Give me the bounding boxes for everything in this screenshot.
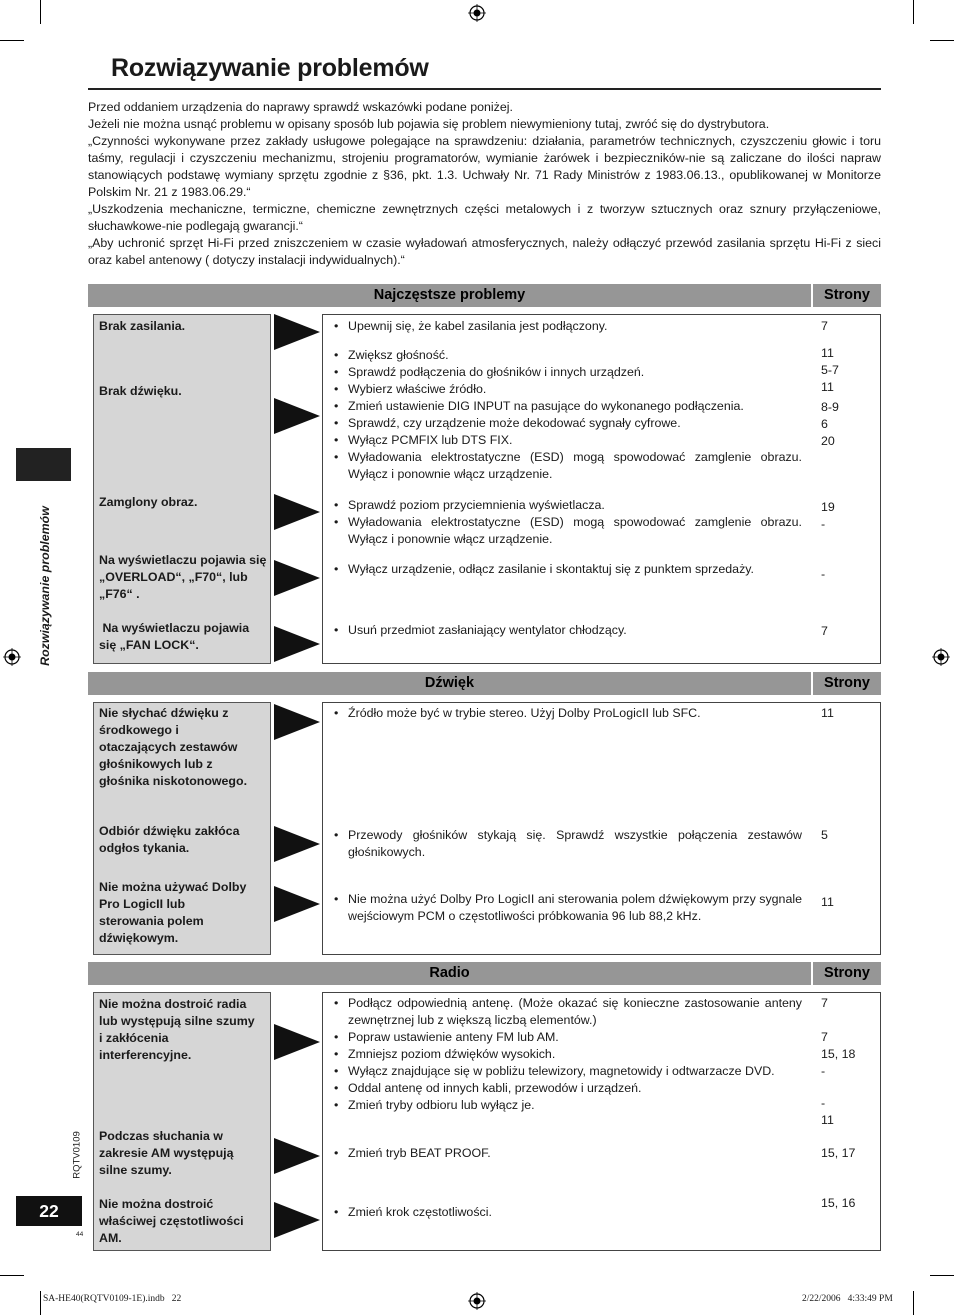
crop-mark [913,0,914,24]
arrow-right-icon [274,396,320,436]
crop-mark [0,40,24,41]
problem-label: Podczas słuchania w zakresie AM występują silne szumy. [99,1129,234,1177]
registration-mark-icon [932,648,950,666]
solution-item: • Oddal antenę od innych kabli, przewodów i urządzeń. [334,1080,802,1097]
problem-label: Nie słychać dźwięku z środkowego i otaczających zestawów głośnikowych lub z głośnika niskotonowego. [99,706,248,788]
page-ref: 15, 18 [821,1047,856,1061]
registration-mark-icon [468,4,486,22]
intro-paragraph: „Czynności wykonywane przez zakłady usługowe polegające na sprawdzeniu: działania, parametrów technicznych, czyszczeniu głowic i toru taśmy, regulacji i czyszczeniu mechanizmu, strojeniu programatorów, wymianie żarówek i bezpieczników-nie są zaliczane do ilości napraw stanowiących podstawę wymiany sprzętu zgodnie z §36, pkt. 1.3. Uchwały Nr. 71 Rady Ministrów z 1983.06.13., opublikowanej w Monitorze Polskim Nr. 21 z 1983.06.29.“ [88,134,881,199]
pages-header: Strony [824,675,870,691]
solution-list [334,497,802,548]
solution-item: • Popraw ustawienie anteny FM lub AM. [334,1029,802,1046]
intro-paragraph: Jeżeli nie można usnąć problemu w opisany sposób lub pojawia się problem niewymieniony tutaj, zwróć się do dystrybutora. [88,117,770,131]
solution-item: • Przewody głośników stykają się. Sprawdź wszystkie połączenia zestawów głośnikowych. [334,827,802,861]
solution-item: • Zmniejsz poziom dźwięków wysokich. [334,1046,802,1063]
pages-header: Strony [824,287,870,303]
solution-list [334,318,802,335]
crop-mark [0,1275,24,1276]
page-ref: 19 [821,500,835,514]
solution-list [334,705,802,722]
problem-label: Na wyświetlaczu pojawia się „OVERLOAD“, „F70“, lub „F76“ . [99,553,267,601]
solution-item: • Źródło może być w trybie stereo. Użyj Dolby ProLogicII lub SFC. [334,705,802,722]
page-ref: 20 [821,434,835,448]
section-title: Najczęstsze problemy [373,287,526,303]
solution-item: • Wyładowania elektrostatyczne (ESD) mogą spowodować zamglenie obrazu. Wyłącz i ponownie włącz urządzenie. [334,514,802,548]
crop-mark [930,40,954,41]
solution-list [334,827,802,861]
solution-item: • Wyłącz znajdujące się w pobliżu telewizory, magnetowidy i odtwarzacze DVD. [334,1063,802,1080]
small-page-number: 44 [76,1231,84,1238]
arrow-right-icon [274,558,320,598]
sidebar-section-label: Rozwiązywanie problemów [38,506,52,666]
arrow-right-icon [274,492,320,532]
solution-item: • Wybierz właściwe źródło. [334,381,802,398]
problem-label: Nie można dostroić radia lub występują silne szumy i zakłócenia interferencyjne. [99,997,255,1062]
registration-mark-icon [3,648,21,666]
solution-item: • Usuń przedmiot zasłaniający wentylator chłodzący. [334,622,802,639]
doc-code: RQTV0109 [71,1131,83,1179]
intro-paragraph: „Aby uchronić sprzęt Hi-Fi przed zniszczeniem w czasie wyładowań atmosferycznych, należy odłączyć przewód zasilania sprzętu Hi-Fi z sieci oraz kabel antenowy ( dotyczy instalacji indywidualnych).“ [88,236,881,267]
page-ref: 11 [821,346,834,360]
solution-item: • Podłącz odpowiednią antenę. (Może okazać się konieczne zastosowanie anteny zewnętrznej lub z większą liczbą elementów.) [334,995,802,1029]
page-ref: 7 [821,624,828,638]
problem-label: Odbiór dźwięku zakłóca odgłos tykania. [99,824,240,855]
problems-column [93,314,271,664]
solution-item: • Sprawdź poziom przyciemnienia wyświetlacza. [334,497,802,514]
footer-filename: SA-HE40(RQTV0109-1E).indb 22 [43,1294,182,1304]
intro-paragraph: „Uszkodzenia mechaniczne, termiczne, chemiczne zewnętrznych części metalowych i z tworzyw sztucznych oraz sznury przyłączeniowe, słuchawkowe-nie podlegają gwarancji.“ [88,202,881,233]
arrow-right-icon [274,702,320,742]
page-ref: 8-9 [821,400,839,414]
page-ref: 7 [821,996,828,1010]
section-title: Radio [429,965,470,981]
page-ref: 15, 17 [821,1146,856,1160]
pages-header: Strony [824,965,870,981]
solution-item: • Zmień ustawienie DIG INPUT na pasujące do wykonanego podłączenia. [334,398,802,415]
solution-item: • Nie można użyć Dolby Pro LogicII ani sterowania polem dźwiękowym przy sygnale wejściowym PCM o częstotliwości próbkowania 96 lub 88,2 kHz. [334,891,802,925]
page-ref: - [821,567,826,581]
registration-mark-icon [468,1292,486,1310]
problem-label: Brak zasilania. [99,319,186,333]
arrow-right-icon [274,1136,320,1176]
solution-item: • Sprawdź, czy urządzenie może dekodować sygnały cyfrowe. [334,415,802,432]
arrow-right-icon [274,1022,320,1062]
page-ref: 11 [821,380,834,394]
page-ref: 6 [821,417,828,431]
page-ref: 11 [821,706,834,720]
footer-timestamp: 2/22/2006 4:33:49 PM [802,1294,893,1304]
problem-label: Nie można dostroić właściwej częstotliwości AM. [99,1197,244,1245]
solution-item: • Zwiększ głośność. [334,347,802,364]
solution-item: • Zmień tryb BEAT PROOF. [334,1145,802,1162]
solution-item: • Zmień krok częstotliwości. [334,1204,802,1221]
arrow-right-icon [274,1200,320,1240]
page-ref: 7 [821,319,828,333]
intro-paragraph: Przed oddaniem urządzenia do naprawy sprawdź wskazówki podane poniżej. [88,100,513,114]
section-tab [16,448,71,481]
solution-item: • Zmień tryby odbioru lub wyłącz je. [334,1097,802,1114]
page-ref: - [821,1064,826,1078]
solution-item: • Sprawdź podłączenia do głośników i innych urządzeń. [334,364,802,381]
page-ref: 11 [821,895,834,909]
solution-item: • Wyładowania elektrostatyczne (ESD) mogą spowodować zamglenie obrazu. Wyłącz i ponownie włącz urządzenie. [334,449,802,483]
arrow-right-icon [274,824,320,864]
section-header-common-problems [88,284,881,307]
crop-mark [913,1291,914,1315]
page-ref: 11 [821,1113,834,1127]
page-title: Rozwiązywanie problemów [111,54,429,82]
arrow-right-icon [274,312,320,352]
arrow-right-icon [274,884,320,924]
intro-text [88,99,881,269]
solution-list [334,1204,802,1221]
solution-list [334,622,802,639]
section-header-radio [88,962,881,985]
page-ref: 5-7 [821,363,839,377]
page-number: 22 [16,1196,82,1226]
solution-item: • Wyłącz urządzenie, odłącz zasilanie i skontaktuj się z punktem sprzedaży. [334,561,802,578]
crop-mark [40,0,41,24]
section-title: Dźwięk [424,675,475,691]
page-ref: - [821,1096,826,1110]
problem-label: Na wyświetlaczu pojawia się „FAN LOCK“. [99,621,253,652]
solution-list [334,347,802,483]
solution-list [334,891,802,925]
title-rule [88,88,881,90]
solution-list [334,561,802,578]
crop-mark [40,1291,41,1315]
solution-list [334,1145,802,1162]
problem-label: Brak dźwięku. [99,384,182,398]
section-header-sound [88,672,881,695]
solution-list [334,995,802,1114]
page-ref: 7 [821,1030,828,1044]
crop-mark [930,1275,954,1276]
problem-label: Zamglony obraz. [99,495,198,509]
solution-item: • Upewnij się, że kabel zasilania jest podłączony. [334,318,802,335]
problem-label: Nie można używać Dolby Pro LogicII lub sterowania polem dźwiękowym. [99,880,247,945]
page-ref: 15, 16 [821,1196,856,1210]
page-ref: 5 [821,828,828,842]
page-ref: - [821,517,826,531]
arrow-right-icon [274,624,320,664]
solution-item: • Wyłącz PCMFIX lub DTS FIX. [334,432,802,449]
